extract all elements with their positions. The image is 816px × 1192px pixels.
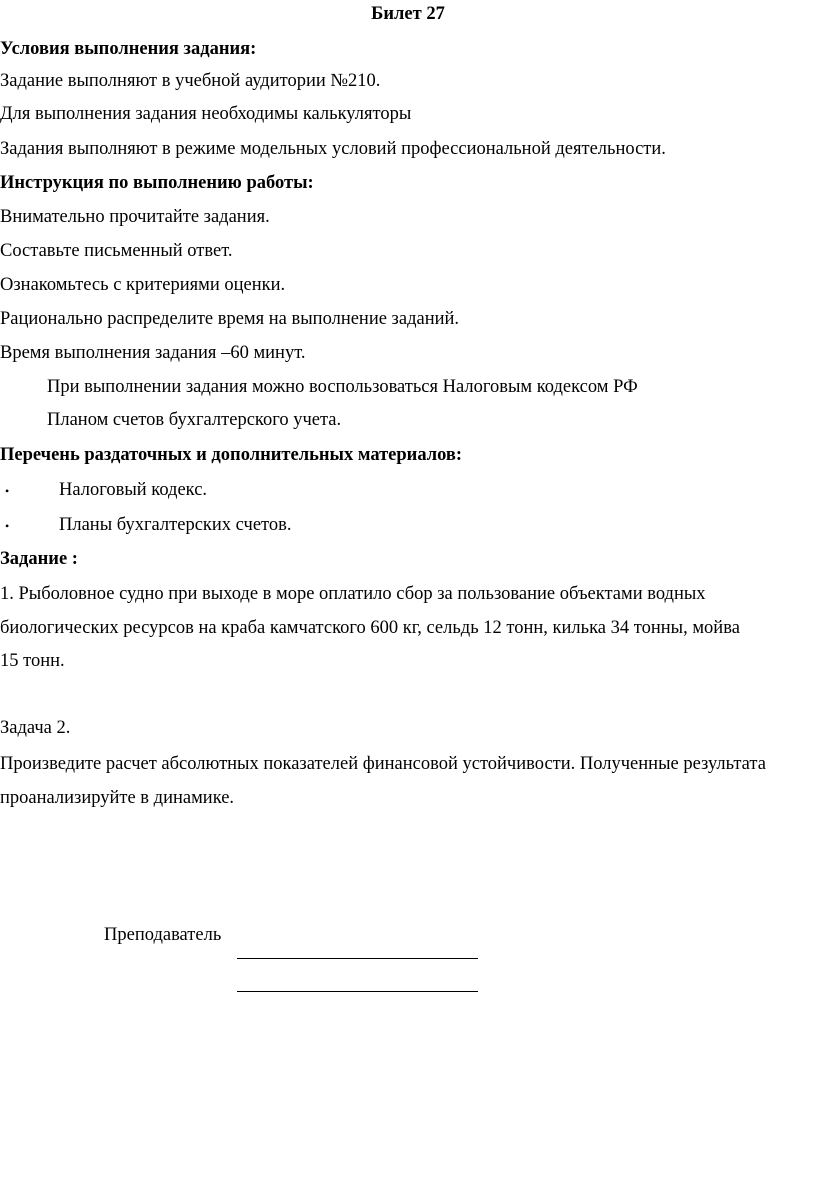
instruction-line: Составьте письменный ответ. xyxy=(0,241,233,261)
task1-line: 15 тонн. xyxy=(0,651,65,671)
instruction-indented-line: Планом счетов бухгалтерского учета. xyxy=(47,410,342,430)
instruction-line: Внимательно прочитайте задания. xyxy=(0,207,270,227)
list-item-text: Планы бухгалтерских счетов. xyxy=(59,515,292,535)
list-item-text: Налоговый кодекс. xyxy=(59,480,208,500)
task2-line: Произведите расчет абсолютных показателей финансовой устойчивости. Полученные результата xyxy=(0,754,766,774)
task1-line: 1. Рыболовное судно при выходе в море оплатило сбор за пользование объектами водных xyxy=(0,584,706,604)
teacher-label: Преподаватель xyxy=(104,925,222,945)
ticket-title: Билет 27 xyxy=(371,4,445,24)
conditions-heading: Условия выполнения задания: xyxy=(0,39,257,59)
task1-line: биологических ресурсов на краба камчатского 600 кг, сельдь 12 тонн, килька 34 тонны, мойва xyxy=(0,618,740,638)
bullet-icon: • xyxy=(5,484,10,498)
instruction-line: Время выполнения задания –60 минут. xyxy=(0,343,306,363)
instruction-line: Ознакомьтесь с критериями оценки. xyxy=(0,275,286,295)
bullet-icon: • xyxy=(5,519,10,533)
task2-line: проанализируйте в динамике. xyxy=(0,788,235,808)
instruction-line: Рационально распределите время на выполнение заданий. xyxy=(0,309,460,329)
materials-heading: Перечень раздаточных и дополнительных материалов: xyxy=(0,445,463,465)
signature-line xyxy=(237,958,478,959)
task2-title: Задача 2. xyxy=(0,718,71,738)
instructions-heading: Инструкция по выполнению работы: xyxy=(0,173,314,193)
conditions-line: Задание выполняют в учебной аудитории №210. xyxy=(0,71,381,91)
conditions-line: Задания выполняют в режиме модельных условий профессиональной деятельности. xyxy=(0,139,666,159)
instruction-indented-line: При выполнении задания можно воспользоваться Налоговым кодексом РФ xyxy=(47,377,638,397)
task-heading: Задание : xyxy=(0,549,78,569)
conditions-line: Для выполнения задания необходимы калькуляторы xyxy=(0,104,412,124)
signature-line xyxy=(237,991,478,992)
